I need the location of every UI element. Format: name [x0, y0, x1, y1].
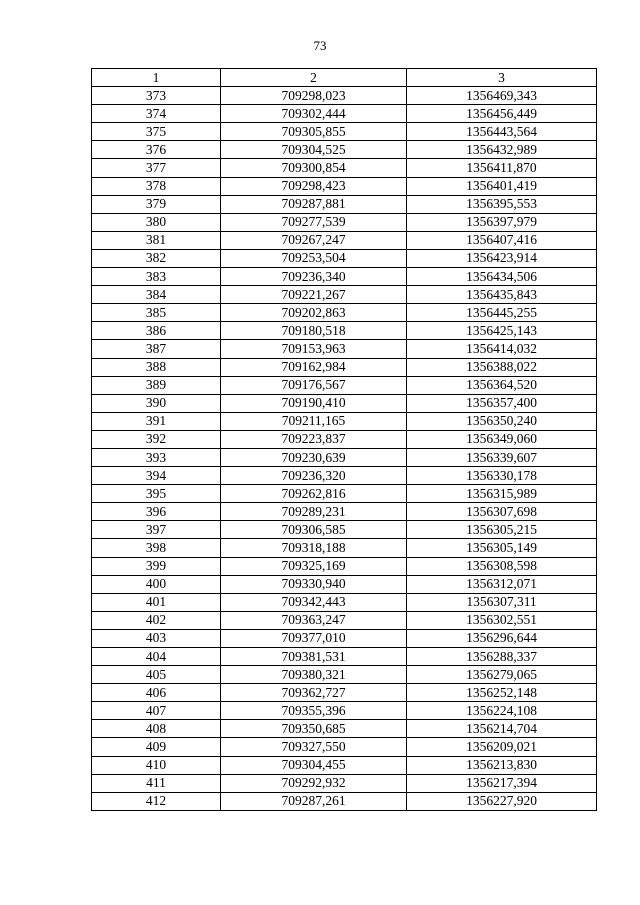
table-row [92, 394, 597, 412]
point-number-cell: 387 [92, 340, 221, 358]
y-coordinate-cell: 1356224,108 [407, 702, 597, 720]
y-coordinate-cell: 1356312,071 [407, 575, 597, 593]
table-row [92, 159, 597, 177]
point-number-cell: 395 [92, 485, 221, 503]
y-coordinate-cell: 1356395,553 [407, 195, 597, 213]
x-coordinate-cell: 709300,854 [221, 159, 407, 177]
x-coordinate-cell: 709298,023 [221, 87, 407, 105]
x-coordinate-cell: 709267,247 [221, 231, 407, 249]
table-row [92, 195, 597, 213]
x-coordinate-cell: 709236,340 [221, 268, 407, 286]
x-coordinate-cell: 709355,396 [221, 702, 407, 720]
table-row [92, 448, 597, 466]
point-number-cell: 407 [92, 702, 221, 720]
table-row [92, 539, 597, 557]
table-body [92, 87, 597, 811]
point-number-cell: 377 [92, 159, 221, 177]
table-row [92, 774, 597, 792]
point-number-cell: 408 [92, 720, 221, 738]
y-coordinate-cell: 1356209,021 [407, 738, 597, 756]
x-coordinate-cell: 709180,518 [221, 322, 407, 340]
y-coordinate-cell: 1356414,032 [407, 340, 597, 358]
y-coordinate-cell: 1356288,337 [407, 648, 597, 666]
table-row [92, 213, 597, 231]
x-coordinate-cell: 709305,855 [221, 123, 407, 141]
x-coordinate-cell: 709302,444 [221, 105, 407, 123]
x-coordinate-cell: 709330,940 [221, 575, 407, 593]
y-coordinate-cell: 1356252,148 [407, 684, 597, 702]
x-coordinate-cell: 709327,550 [221, 738, 407, 756]
point-number-cell: 385 [92, 304, 221, 322]
point-number-cell: 409 [92, 738, 221, 756]
point-number-cell: 412 [92, 792, 221, 810]
x-coordinate-cell: 709289,231 [221, 503, 407, 521]
x-coordinate-cell: 709292,932 [221, 774, 407, 792]
x-coordinate-cell: 709306,585 [221, 521, 407, 539]
point-number-cell: 384 [92, 286, 221, 304]
table-row [92, 123, 597, 141]
point-number-cell: 394 [92, 467, 221, 485]
y-coordinate-cell: 1356214,704 [407, 720, 597, 738]
y-coordinate-cell: 1356435,843 [407, 286, 597, 304]
y-coordinate-cell: 1356350,240 [407, 412, 597, 430]
table-row [92, 141, 597, 159]
y-coordinate-cell: 1356423,914 [407, 249, 597, 267]
x-coordinate-cell: 709287,261 [221, 792, 407, 810]
table-row [92, 702, 597, 720]
point-number-cell: 381 [92, 231, 221, 249]
y-coordinate-cell: 1356305,215 [407, 521, 597, 539]
point-number-cell: 373 [92, 87, 221, 105]
x-coordinate-cell: 709223,837 [221, 430, 407, 448]
y-coordinate-cell: 1356217,394 [407, 774, 597, 792]
table-row [92, 611, 597, 629]
table-header-row [92, 69, 597, 87]
x-coordinate-cell: 709298,423 [221, 177, 407, 195]
table-row [92, 666, 597, 684]
point-number-cell: 388 [92, 358, 221, 376]
y-coordinate-cell: 1356315,989 [407, 485, 597, 503]
table-row [92, 792, 597, 810]
y-coordinate-cell: 1356364,520 [407, 376, 597, 394]
point-number-cell: 383 [92, 268, 221, 286]
y-coordinate-cell: 1356443,564 [407, 123, 597, 141]
table-row [92, 105, 597, 123]
y-coordinate-cell: 1356445,255 [407, 304, 597, 322]
table-row [92, 376, 597, 394]
y-coordinate-cell: 1356469,343 [407, 87, 597, 105]
point-number-cell: 393 [92, 448, 221, 466]
y-coordinate-cell: 1356330,178 [407, 467, 597, 485]
y-coordinate-cell: 1356279,065 [407, 666, 597, 684]
table-row [92, 249, 597, 267]
table-row [92, 593, 597, 611]
x-coordinate-cell: 709230,639 [221, 448, 407, 466]
table-row [92, 412, 597, 430]
x-coordinate-cell: 709211,165 [221, 412, 407, 430]
y-coordinate-cell: 1356307,698 [407, 503, 597, 521]
table-row [92, 87, 597, 105]
table-row [92, 485, 597, 503]
point-number-cell: 379 [92, 195, 221, 213]
y-coordinate-cell: 1356432,989 [407, 141, 597, 159]
table-row [92, 629, 597, 647]
point-number-cell: 401 [92, 593, 221, 611]
table-row [92, 304, 597, 322]
table-row [92, 521, 597, 539]
point-number-cell: 411 [92, 774, 221, 792]
y-coordinate-cell: 1356425,143 [407, 322, 597, 340]
y-coordinate-cell: 1356307,311 [407, 593, 597, 611]
y-coordinate-cell: 1356456,449 [407, 105, 597, 123]
y-coordinate-cell: 1356388,022 [407, 358, 597, 376]
y-coordinate-cell: 1356213,830 [407, 756, 597, 774]
table-row [92, 756, 597, 774]
x-coordinate-cell: 709318,188 [221, 539, 407, 557]
x-coordinate-cell: 709262,816 [221, 485, 407, 503]
column-header-2: 2 [221, 69, 407, 87]
page-number: 73 [313, 38, 327, 53]
point-number-cell: 375 [92, 123, 221, 141]
table-row [92, 684, 597, 702]
table-row [92, 322, 597, 340]
table-row [92, 358, 597, 376]
point-number-cell: 396 [92, 503, 221, 521]
x-coordinate-cell: 709153,963 [221, 340, 407, 358]
x-coordinate-cell: 709190,410 [221, 394, 407, 412]
point-number-cell: 386 [92, 322, 221, 340]
x-coordinate-cell: 709304,525 [221, 141, 407, 159]
point-number-cell: 397 [92, 521, 221, 539]
y-coordinate-cell: 1356407,416 [407, 231, 597, 249]
point-number-cell: 399 [92, 557, 221, 575]
x-coordinate-cell: 709287,881 [221, 195, 407, 213]
y-coordinate-cell: 1356401,419 [407, 177, 597, 195]
x-coordinate-cell: 709325,169 [221, 557, 407, 575]
y-coordinate-cell: 1356339,607 [407, 448, 597, 466]
x-coordinate-cell: 709377,010 [221, 629, 407, 647]
x-coordinate-cell: 709380,321 [221, 666, 407, 684]
x-coordinate-cell: 709202,863 [221, 304, 407, 322]
y-coordinate-cell: 1356411,870 [407, 159, 597, 177]
x-coordinate-cell: 709304,455 [221, 756, 407, 774]
x-coordinate-cell: 709381,531 [221, 648, 407, 666]
y-coordinate-cell: 1356296,644 [407, 629, 597, 647]
point-number-cell: 382 [92, 249, 221, 267]
table-row [92, 177, 597, 195]
x-coordinate-cell: 709176,567 [221, 376, 407, 394]
table-row [92, 738, 597, 756]
point-number-cell: 380 [92, 213, 221, 231]
x-coordinate-cell: 709162,984 [221, 358, 407, 376]
column-header-1: 1 [92, 69, 221, 87]
y-coordinate-cell: 1356227,920 [407, 792, 597, 810]
point-number-cell: 392 [92, 430, 221, 448]
x-coordinate-cell: 709362,727 [221, 684, 407, 702]
coordinates-table [91, 68, 597, 811]
point-number-cell: 400 [92, 575, 221, 593]
table-row [92, 430, 597, 448]
y-coordinate-cell: 1356302,551 [407, 611, 597, 629]
y-coordinate-cell: 1356357,400 [407, 394, 597, 412]
point-number-cell: 402 [92, 611, 221, 629]
table-row [92, 467, 597, 485]
x-coordinate-cell: 709350,685 [221, 720, 407, 738]
table-row [92, 503, 597, 521]
table-row [92, 720, 597, 738]
point-number-cell: 406 [92, 684, 221, 702]
point-number-cell: 389 [92, 376, 221, 394]
point-number-cell: 405 [92, 666, 221, 684]
y-coordinate-cell: 1356434,506 [407, 268, 597, 286]
y-coordinate-cell: 1356308,598 [407, 557, 597, 575]
table-row [92, 340, 597, 358]
point-number-cell: 404 [92, 648, 221, 666]
point-number-cell: 376 [92, 141, 221, 159]
point-number-cell: 374 [92, 105, 221, 123]
point-number-cell: 390 [92, 394, 221, 412]
table-row [92, 268, 597, 286]
y-coordinate-cell: 1356397,979 [407, 213, 597, 231]
point-number-cell: 398 [92, 539, 221, 557]
point-number-cell: 391 [92, 412, 221, 430]
point-number-cell: 410 [92, 756, 221, 774]
table-row [92, 231, 597, 249]
x-coordinate-cell: 709277,539 [221, 213, 407, 231]
x-coordinate-cell: 709221,267 [221, 286, 407, 304]
x-coordinate-cell: 709342,443 [221, 593, 407, 611]
column-header-3: 3 [407, 69, 597, 87]
table-row [92, 557, 597, 575]
y-coordinate-cell: 1356349,060 [407, 430, 597, 448]
table-row [92, 648, 597, 666]
point-number-cell: 378 [92, 177, 221, 195]
x-coordinate-cell: 709253,504 [221, 249, 407, 267]
y-coordinate-cell: 1356305,149 [407, 539, 597, 557]
x-coordinate-cell: 709363,247 [221, 611, 407, 629]
x-coordinate-cell: 709236,320 [221, 467, 407, 485]
table-row [92, 575, 597, 593]
point-number-cell: 403 [92, 629, 221, 647]
table-header [92, 69, 597, 87]
table-row [92, 286, 597, 304]
